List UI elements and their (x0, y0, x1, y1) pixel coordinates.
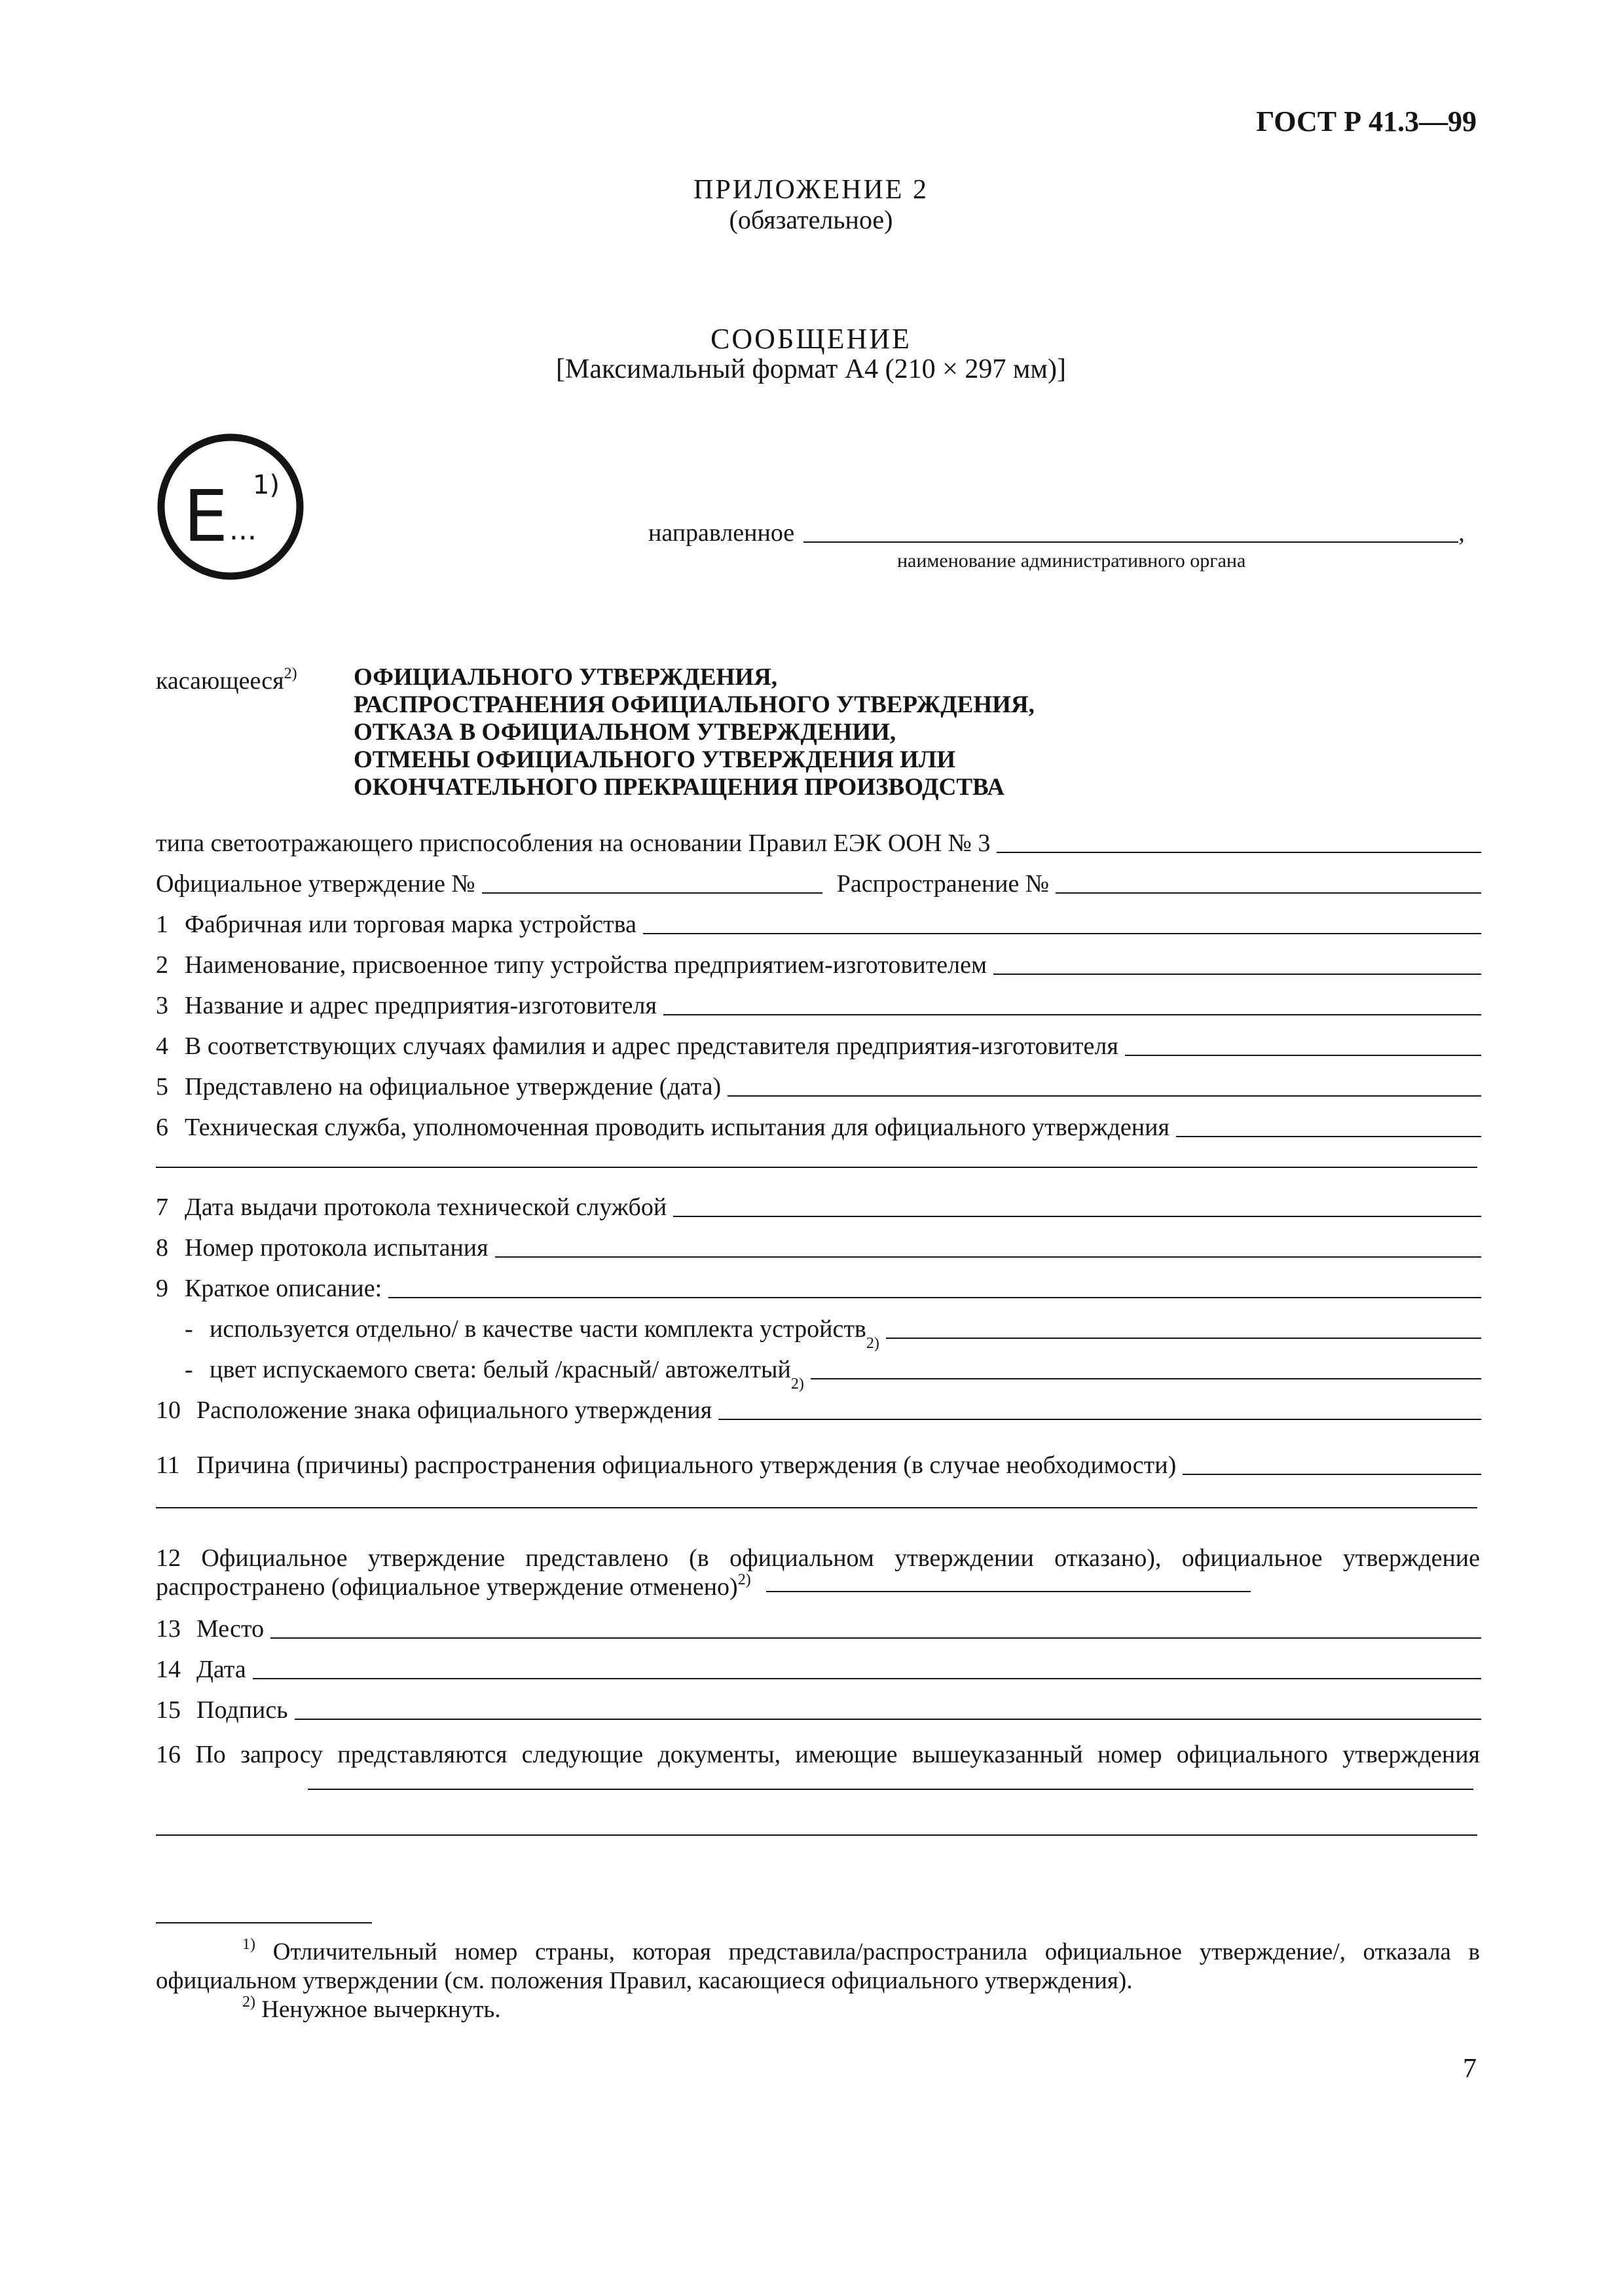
item-number: 15 (156, 1696, 181, 1724)
extension-number-label: Распространение № (836, 870, 1050, 898)
item-label: Наименование, присвоенное типу устройства предприятием-изготовителем (185, 951, 987, 979)
documents-field[interactable] (308, 1789, 1473, 1790)
item-number: 12 (156, 1544, 181, 1572)
status-option[interactable]: ОТКАЗА В ОФИЦИАЛЬНОМ УТВЕРЖДЕНИИ, (354, 719, 896, 746)
item-number: 3 (156, 992, 168, 1019)
item-field[interactable] (663, 1014, 1481, 1015)
sub-item-label: цвет испускаемого света: белый /красный/ автожелтый (210, 1356, 791, 1383)
item-label: Представлено на официальное утверждение (дата) (185, 1073, 722, 1101)
item-field[interactable] (388, 1297, 1481, 1298)
concerning-text: касающееся (156, 667, 284, 695)
mark-note: 1) (253, 470, 280, 500)
item-label: Официальное утверждение представлено (в официальном утверждении отказано), официальное утверждение распространено (официальное утверждение отменено) (156, 1544, 1480, 1601)
item-label: Техническая служба, уполномоченная проводить испытания для официального утверждения (185, 1114, 1170, 1141)
item-field[interactable] (643, 933, 1481, 934)
mark-dots: ... (229, 513, 257, 547)
type-label: типа светоотражающего приспособления на основании Правил ЕЭК ООН № 3 (156, 829, 991, 857)
item-label: В соответствующих случаях фамилия и адрес представителя предприятия-изготовителя (185, 1032, 1118, 1060)
footnote-2 (242, 1995, 501, 2024)
date-field[interactable] (253, 1678, 1481, 1679)
approval-number-row (156, 867, 1481, 898)
type-row (156, 826, 1481, 858)
item-label: Номер протокола испытания (185, 1234, 488, 1262)
sub-item-label: используется отдельно/ в качестве части комплекта устройств (210, 1315, 866, 1343)
addressed-caption: наименование административного органа (897, 550, 1246, 572)
addressed-comma: , (1458, 519, 1465, 547)
item-field[interactable] (766, 1591, 1251, 1592)
status-option[interactable]: ОКОНЧАТЕЛЬНОГО ПРЕКРАЩЕНИЯ ПРОИЗВОДСТВА (354, 774, 1005, 801)
item-label: Дата выдачи протокола технической службой (185, 1194, 667, 1221)
item-field[interactable] (1176, 1136, 1481, 1137)
footnote-text: Ненужное вычеркнуть. (261, 1996, 501, 2023)
sub-item-dash: - (185, 1315, 193, 1343)
item-note: 2) (737, 1571, 751, 1588)
item-field[interactable] (673, 1216, 1481, 1217)
approval-number-label: Официальное утверждение № (156, 870, 475, 898)
item-number: 6 (156, 1114, 168, 1141)
item-16 (156, 1740, 1480, 1769)
type-field[interactable] (997, 852, 1481, 853)
sub-item-field[interactable] (811, 1378, 1481, 1379)
form-item (156, 1110, 1481, 1142)
form-item (156, 948, 1481, 979)
page-number: 7 (1463, 2054, 1477, 2084)
form-item (156, 1393, 1481, 1425)
item-number: 9 (156, 1275, 168, 1302)
continuation-field[interactable] (156, 1834, 1477, 1836)
form-item (156, 1652, 1481, 1684)
form-item (156, 1190, 1481, 1222)
item-12 (156, 1544, 1480, 1601)
sub-item-field[interactable] (886, 1338, 1481, 1339)
footnote-text: Отличительный номер страны, которая представила/распространила официальное утверждение/, отказала в официальном утверждении (см. положения Правил, касающиеся официального утверждения). (156, 1939, 1481, 1994)
form-item (156, 907, 1481, 939)
mark-letter: E (183, 476, 229, 558)
item-number: 13 (156, 1615, 181, 1643)
form-item (156, 1029, 1481, 1061)
item-number: 2 (156, 951, 168, 979)
approval-mark-icon (155, 431, 306, 583)
annex-title: ПРИЛОЖЕНИЕ 2 (693, 175, 929, 205)
item-field[interactable] (728, 1095, 1481, 1097)
status-option[interactable]: ОТМЕНЫ ОФИЦИАЛЬНОГО УТВЕРЖДЕНИЯ ИЛИ (354, 746, 956, 773)
item-number: 8 (156, 1234, 168, 1262)
addressed-field[interactable] (803, 541, 1458, 543)
form-item (156, 1271, 1481, 1303)
item-number: 1 (156, 911, 168, 938)
status-option[interactable]: РАСПРОСТРАНЕНИЯ ОФИЦИАЛЬНОГО УТВЕРЖДЕНИЯ, (354, 691, 1035, 718)
status-option[interactable]: ОФИЦИАЛЬНОГО УТВЕРЖДЕНИЯ, (354, 664, 778, 691)
place-field[interactable] (270, 1637, 1481, 1639)
footnote-1 (156, 1938, 1480, 1995)
extension-number-field[interactable] (1056, 892, 1481, 894)
form-item (156, 1231, 1481, 1262)
annex-subtitle: (обязательное) (729, 205, 893, 234)
item-label: Дата (196, 1656, 246, 1683)
approval-status-options (354, 664, 1035, 801)
sub-item: - используется отдельно/ в качестве части комплекта устройств 2) (185, 1312, 1481, 1343)
sub-item-dash: - (185, 1356, 193, 1383)
item-number: 16 (156, 1741, 181, 1768)
item-field[interactable] (495, 1256, 1481, 1258)
continuation-field[interactable] (156, 1507, 1477, 1508)
concerning-note: 2) (284, 665, 297, 682)
message-format: [Максимальный формат А4 (210 × 297 мм)] (556, 354, 1066, 384)
continuation-field[interactable] (156, 1167, 1477, 1168)
footnote-mark: 2) (242, 1994, 255, 2011)
item-label: Причина (причины) распространения официального утверждения (в случае необходимости) (196, 1451, 1177, 1479)
signature-field[interactable] (295, 1719, 1481, 1720)
item-field[interactable] (1125, 1055, 1481, 1056)
document-number: ГОСТ Р 41.3—99 (1256, 105, 1477, 137)
item-number: 4 (156, 1032, 168, 1060)
item-label: Фабричная или торговая марка устройства (185, 911, 636, 938)
message-title: СООБЩЕНИЕ (710, 323, 912, 355)
form-item (156, 1612, 1481, 1643)
item-number: 11 (156, 1451, 180, 1479)
item-label: Краткое описание: (185, 1275, 382, 1302)
sub-item: - цвет испускаемого света: белый /красный/ автожелтый 2) (185, 1353, 1481, 1384)
item-number: 14 (156, 1656, 181, 1683)
item-label: Место (196, 1615, 265, 1643)
footnote-mark: 1) (242, 1936, 255, 1953)
item-number: 5 (156, 1073, 168, 1101)
item-number: 10 (156, 1396, 181, 1424)
form-item (156, 1448, 1481, 1480)
item-label: Расположение знака официального утверждения (196, 1396, 712, 1424)
item-field[interactable] (718, 1419, 1481, 1420)
addressed-row (648, 519, 1465, 547)
form-item (156, 989, 1481, 1020)
approval-number-field[interactable] (482, 892, 822, 894)
concerning-label (156, 666, 297, 695)
item-field[interactable] (993, 974, 1481, 975)
item-label: Подпись (196, 1696, 288, 1724)
item-label: По запросу представляются следующие документы, имеющие вышеуказанный номер официального утверждения (195, 1741, 1481, 1768)
addressed-label: направленное (648, 519, 795, 547)
item-number: 7 (156, 1194, 168, 1221)
form-item (156, 1070, 1481, 1101)
item-label: Название и адрес предприятия-изготовителя (185, 992, 657, 1019)
item-field[interactable] (1183, 1474, 1481, 1475)
form-item (156, 1693, 1481, 1724)
footnote-divider (156, 1922, 372, 1923)
